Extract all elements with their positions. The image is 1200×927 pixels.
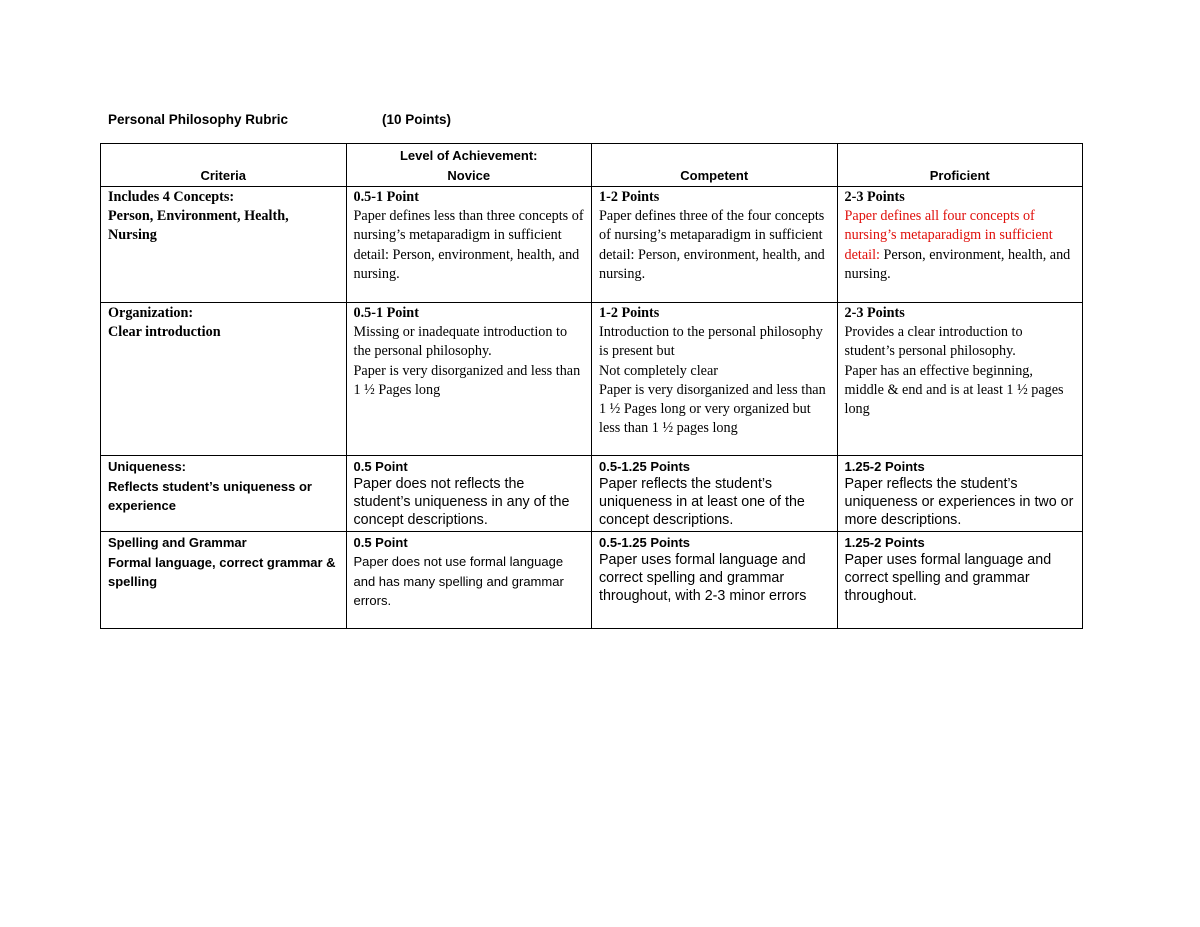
criteria-cell	[101, 532, 347, 629]
proficient-cell	[837, 303, 1083, 456]
competent-cell	[592, 456, 838, 532]
points-label: 0.5 Point	[353, 535, 408, 550]
description: Introduction to the personal philosophy is present but	[599, 324, 823, 360]
criteria-cell	[101, 456, 347, 532]
document-title-row	[108, 112, 452, 127]
rubric-table	[100, 143, 1083, 629]
description: Paper is very disorganized and less than 1 ½ Pages long	[353, 362, 581, 398]
points-label: 1-2 Points	[599, 189, 660, 205]
criteria-cell	[101, 187, 347, 303]
points-label: 2-3 Points	[844, 189, 905, 205]
total-points: (10 Points)	[382, 112, 452, 127]
description: Paper defines three of the four concepts of nursing’s metaparadigm in sufficient detail: Person, environment, health, and nursing.	[599, 208, 825, 282]
header-row	[101, 144, 1083, 187]
points-label: 0.5-1 Point	[353, 189, 419, 205]
header-competent: Competent	[592, 144, 838, 187]
points-label: 0.5 Point	[353, 459, 408, 474]
competent-cell	[592, 532, 838, 629]
description: Paper reflects the student’s uniqueness in at least one of the concept descriptions.	[599, 476, 805, 528]
description: Paper uses formal language and correct spelling and grammar throughout.	[844, 552, 1052, 604]
proficient-cell	[837, 456, 1083, 532]
description-highlighted: Paper defines all four concepts of nursing’s metaparadigm in sufficient detail:	[844, 208, 1053, 263]
points-label: 1-2 Points	[599, 305, 660, 321]
points-label: 2-3 Points	[844, 305, 905, 321]
description: Person, environment, health, and nursing.	[844, 246, 1071, 282]
criteria-subtitle: Person, Environment, Health, Nursing	[108, 208, 289, 244]
criteria-title: Uniqueness:	[108, 459, 187, 474]
header-level-label: Level of Achievement:	[399, 148, 538, 163]
proficient-cell	[837, 187, 1083, 303]
header-proficient: Proficient	[837, 144, 1083, 187]
points-label: 0.5-1.25 Points	[599, 535, 691, 550]
description: Provides a clear introduction to student’s personal philosophy.	[844, 324, 1023, 360]
table-row	[101, 187, 1083, 303]
criteria-subtitle: Reflects student’s uniqueness or experience	[108, 478, 312, 513]
table-row	[101, 303, 1083, 456]
header-criteria: Criteria	[101, 144, 347, 187]
table-row	[101, 456, 1083, 532]
proficient-cell	[837, 532, 1083, 629]
criteria-subtitle: Formal language, correct grammar & spelling	[108, 554, 336, 589]
description: Missing or inadequate introduction to the personal philosophy.	[353, 324, 568, 360]
description: Paper does not use formal language and has many spelling and grammar errors.	[353, 554, 564, 608]
header-novice	[346, 144, 592, 187]
points-label: 0.5-1.25 Points	[599, 459, 691, 474]
description: Not completely clear	[599, 362, 718, 379]
points-label: 0.5-1 Point	[353, 305, 419, 321]
description: Paper defines less than three concepts of nursing’s metaparadigm in sufficient detail: Person, environment, health, and nursing.	[353, 208, 584, 282]
competent-cell	[592, 187, 838, 303]
description: Paper has an effective beginning, middle & end and is at least 1 ½ pages long	[844, 362, 1064, 418]
description: Paper does not reflects the student’s uniqueness in any of the concept descriptions.	[353, 476, 570, 528]
novice-cell	[346, 303, 592, 456]
page-title: Personal Philosophy Rubric	[108, 112, 289, 127]
points-label: 1.25-2 Points	[844, 535, 925, 550]
table-row	[101, 532, 1083, 629]
points-label: 1.25-2 Points	[844, 459, 925, 474]
criteria-title: Spelling and Grammar	[108, 535, 247, 550]
description: Paper uses formal language and correct spelling and grammar throughout, with 2-3 minor errors	[599, 552, 807, 604]
novice-cell	[346, 456, 592, 532]
description: Paper reflects the student’s uniqueness or experiences in two or more descriptions.	[844, 476, 1074, 528]
description: Paper is very disorganized and less than 1 ½ Pages long or very organized but less than 1 ½ pages long	[599, 381, 826, 437]
competent-cell	[592, 303, 838, 456]
novice-cell	[346, 532, 592, 629]
criteria-subtitle: Clear introduction	[108, 324, 221, 341]
criteria-cell	[101, 303, 347, 456]
criteria-title: Includes 4 Concepts:	[108, 189, 235, 205]
novice-cell	[346, 187, 592, 303]
criteria-title: Organization:	[108, 305, 194, 321]
header-novice-label: Novice	[447, 168, 491, 183]
